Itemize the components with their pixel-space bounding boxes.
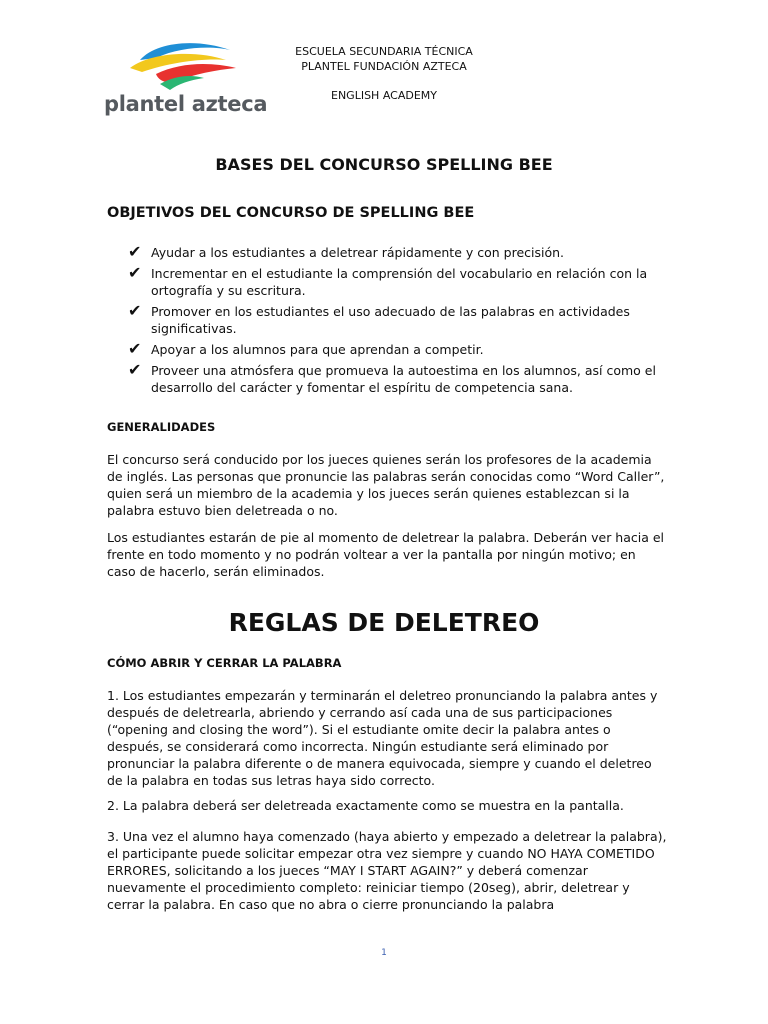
rule-paragraph-2: 2. La palabra deberá ser deletreada exactamente como se muestra en la pantalla. — [107, 798, 624, 813]
list-item — [128, 303, 668, 337]
header-campus-name: PLANTEL FUNDACIÓN AZTECA — [301, 60, 467, 73]
generalidades-paragraph-2: Los estudiantes estarán de pie al momento de deletrear la palabra. Deberán ver hacia el frente en todo momento y no podrán voltear a ver la pantalla por ningún motivo; en caso de hacerlo, serán eliminados. — [107, 530, 665, 579]
page-number: 1 — [381, 948, 387, 958]
plantel-azteca-logo — [104, 40, 266, 122]
checkmark-icon: ✔ — [128, 339, 142, 358]
rule-paragraph-3: 3. Una vez el alumno haya comenzado (haya abierto y empezado a deletrear la palabra), el participante puede solicitar empezar otra vez siempre y cuando NO HAYA COMETIDO ERRORES, solicitando a los jueces “MAY I START AGAIN?” y deberá comenzar nuevamente el procedimiento completo: reiniciar tiempo (20seg), abrir, deletrear y cerrar la palabra. En caso que no abra o cierre pronunciando la palabra — [107, 829, 667, 912]
checkmark-icon: ✔ — [128, 263, 142, 282]
rules-title: REGLAS DE DELETREO — [228, 608, 540, 637]
objectives-heading: OBJETIVOS DEL CONCURSO DE SPELLING BEE — [107, 205, 475, 221]
objective-text: Proveer una atmósfera que promueva la autoestima en los alumnos, así como el desarrollo del carácter y fomentar el espíritu de competencia sana. — [151, 363, 656, 395]
list-item — [128, 341, 668, 358]
objective-text: Ayudar a los estudiantes a deletrear rápidamente y con precisión. — [151, 245, 565, 260]
list-item — [128, 265, 668, 299]
school-header — [270, 44, 498, 103]
checkmark-icon: ✔ — [128, 301, 142, 320]
objectives-list — [128, 244, 668, 400]
rules-heading: CÓMO ABRIR Y CERRAR LA PALABRA — [107, 656, 342, 670]
logo-text: plantel azteca — [104, 92, 268, 116]
rule-paragraph-1: 1. Los estudiantes empezarán y terminarán el deletreo pronunciando la palabra antes y después de deletrearla, abriendo y cerrando así cada una de sus participaciones (“opening and closing the word”). Si el estudiante omite decir la palabra antes o después, se considerará como incorrecta. Ningún estudiante será eliminado por pronunciar la palabra diferente o de manera equivocada, siempre y cuando el deletreo de la palabra en todas sus letras haya sido correcto. — [107, 688, 658, 788]
generalidades-paragraph-1: El concurso será conducido por los jueces quienes serán los profesores de la academia de inglés. Las personas que pronuncie las palabras serán conocidas como “Word Caller”, quien será un miembro de la academia y los jueces serán quienes establezcan si la palabra estuvo bien deletreada o no. — [107, 452, 665, 518]
generalidades-heading: GENERALIDADES — [107, 420, 216, 434]
header-academy: ENGLISH ACADEMY — [331, 89, 437, 102]
objective-text: Apoyar a los alumnos para que aprendan a competir. — [151, 342, 484, 357]
logo-swoosh-icon — [126, 40, 238, 92]
objective-text: Promover en los estudiantes el uso adecuado de las palabras en actividades significativas. — [151, 304, 630, 336]
list-item — [128, 244, 668, 261]
checkmark-icon: ✔ — [128, 360, 142, 379]
list-item — [128, 362, 668, 396]
header-school-name: ESCUELA SECUNDARIA TÉCNICA — [295, 45, 473, 58]
document-title: BASES DEL CONCURSO SPELLING BEE — [215, 155, 553, 174]
objective-text: Incrementar en el estudiante la comprensión del vocabulario en relación con la ortografía y su escritura. — [151, 266, 648, 298]
checkmark-icon: ✔ — [128, 242, 142, 261]
